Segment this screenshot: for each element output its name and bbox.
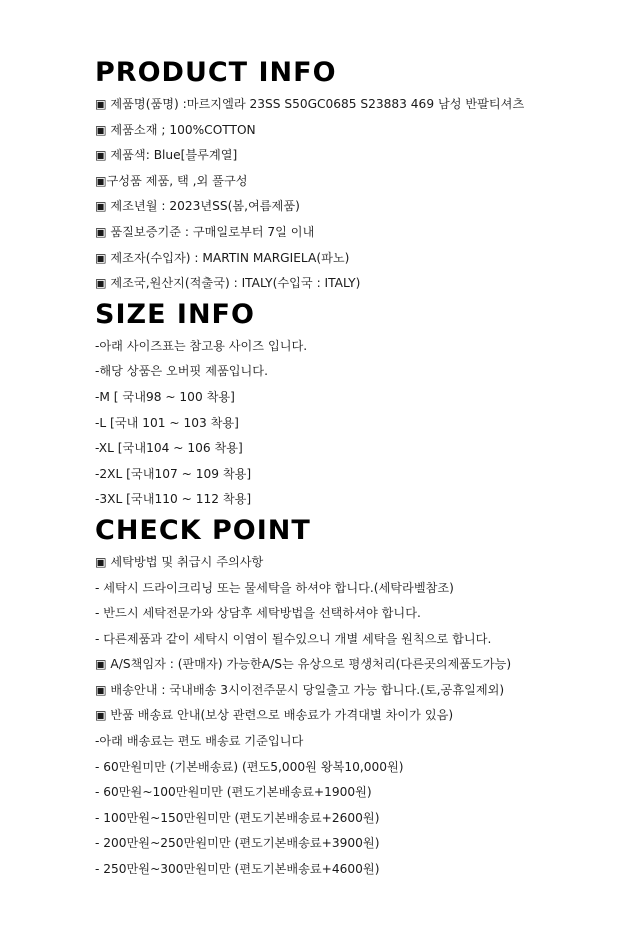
product-info-line: ▣ 제조국,원산지(적출국) : ITALY(수입국 : ITALY) (95, 276, 361, 291)
check-point-line: ▣ 세탁방법 및 취급시 주의사항 (95, 554, 264, 569)
check-point-line: - 다른제품과 같이 세탁시 이염이 될수있으니 개별 세탁을 원칙으로 합니다. (95, 631, 492, 646)
check-point-line: -아래 배송료는 편도 배송료 기준입니다 (95, 734, 304, 749)
size-info-list (95, 334, 615, 513)
product-info-line: ▣ 제조자(수입자) : MARTIN MARGIELA(파노) (95, 250, 350, 265)
product-detail-page (95, 55, 615, 883)
product-info-list (95, 92, 615, 297)
size-info-heading: SIZE INFO (95, 298, 255, 330)
check-point-line: ▣ 배송안내 : 국내배송 3시이전주문시 당일출고 가능 합니다.(토,공휴일제외) (95, 682, 505, 697)
check-point-line: - 반드시 세탁전문가와 상담후 세탁방법을 선택하셔야 합니다. (95, 606, 421, 621)
product-info-line: ▣ 품질보증기준 : 구매일로부터 7일 이내 (95, 224, 315, 239)
check-point-list (95, 550, 615, 883)
check-point-line: - 60만원~100만원미만 (편도기본배송료+1900원) (95, 785, 372, 800)
check-point-line: ▣ 반품 배송료 안내(보상 관련으로 배송료가 가격대별 차이가 있음) (95, 708, 454, 723)
check-point-line: - 100만원~150만원미만 (편도기본배송료+2600원) (95, 810, 380, 825)
check-point-heading: CHECK POINT (95, 514, 311, 546)
check-point-line: - 200만원~250만원미만 (편도기본배송료+3900원) (95, 836, 380, 851)
size-info-line: -아래 사이즈표는 참고용 사이즈 입니다. (95, 338, 308, 353)
check-point-line: - 250만원~300만원미만 (편도기본배송료+4600원) (95, 862, 380, 877)
product-info-line: ▣ 제조년월 : 2023년SS(봄,여름제품) (95, 199, 300, 214)
check-point-line: - 세탁시 드라이크리닝 또는 물세탁을 하셔야 합니다.(세탁라벨참조) (95, 580, 454, 595)
product-info-line: ▣ 제품색: Blue[블루계열] (95, 148, 238, 163)
size-info-line: -3XL [국내110 ~ 112 착용] (95, 492, 252, 507)
check-point-line: - 60만원미만 (기본배송료) (편도5,000원 왕복10,000원) (95, 759, 404, 774)
size-info-line: -L [국내 101 ~ 103 착용] (95, 415, 239, 430)
size-info-line: -XL [국내104 ~ 106 착용] (95, 441, 243, 456)
check-point-line: ▣ A/S책임자 : (판매자) 가능한A/S는 유상으로 평생처리(다른곳의제품도가능) (95, 657, 512, 672)
size-info-line: -해당 상품은 오버핏 제품입니다. (95, 364, 268, 379)
product-info-heading: PRODUCT INFO (95, 57, 337, 88)
size-info-line: -M [ 국내98 ~ 100 착용] (95, 389, 235, 404)
product-info-line: ▣ 제품명(품명) :마르지엘라 23SS S50GC0685 S23883 469 남성 반팔티셔츠 (95, 97, 525, 111)
size-info-line: -2XL [국내107 ~ 109 착용] (95, 466, 252, 481)
product-info-line: ▣ 제품소재 ; 100%COTTON (95, 122, 256, 137)
product-info-line: ▣구성품 제품, 택 ,외 풀구성 (95, 173, 248, 188)
